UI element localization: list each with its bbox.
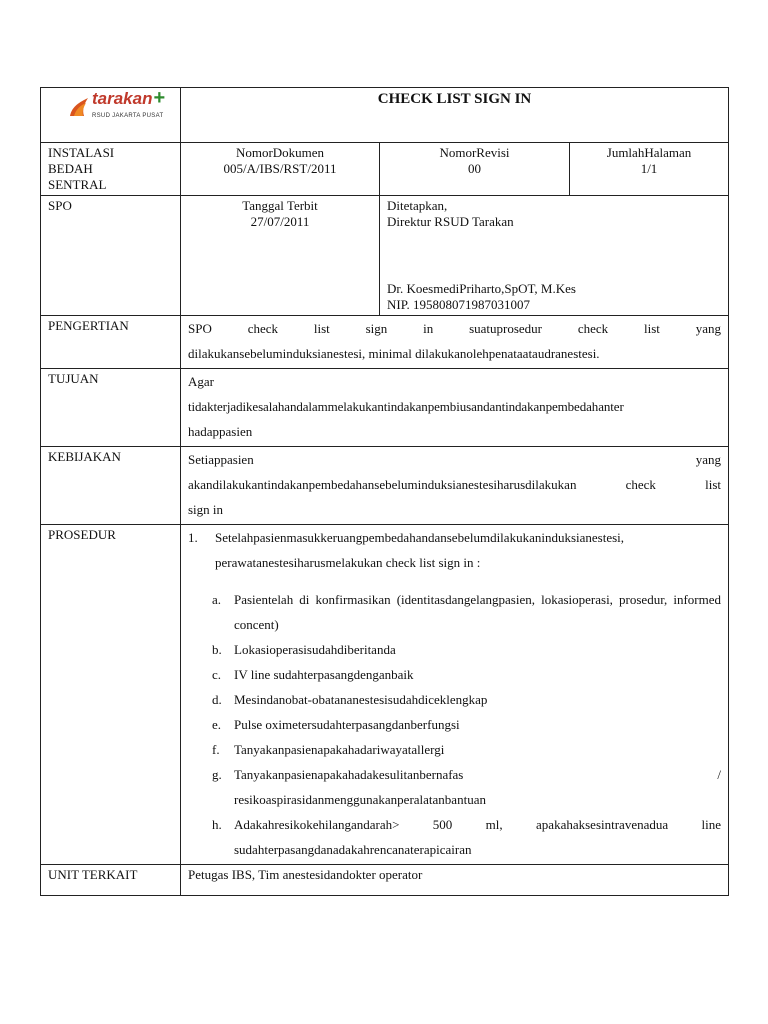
flame-icon [66,94,92,120]
sop-document-table [40,87,729,896]
ditetapkan-label: Ditetapkan, [387,198,448,213]
tujuan-line: Agar [188,374,214,389]
list-item: b. Lokasioperasisudahdiberitanda [212,642,396,657]
direktur-title: Direktur RSUD Tarakan [387,214,514,229]
spo-label: SPO [41,196,181,316]
list-item: c. IV line sudahterpasangdenganbaik [212,667,414,682]
kebijakan-line: Setiappasien yang [188,452,722,467]
prosedur-content [181,525,729,865]
nomor-dokumen-value: 005/A/IBS/RST/2011 [223,161,337,176]
unit-terkait-value: Petugas IBS, Tim anestesidandokter operator [181,865,729,896]
prosedur-label: PROSEDUR [41,525,181,865]
nomor-dokumen-cell [181,143,380,196]
logo-cell [41,88,181,143]
kebijakan-line: sign in [188,502,224,517]
direktur-name: Dr. KoesmediPriharto,SpOT, M.Kes [387,281,576,296]
step-line: perawatanestesiharusmelakukan check list sign in : [215,555,481,570]
list-item: g. Tanyakanpasienapakahadakesulitanbernafas / resikoaspirasidanmenggunakanperalatanbantuan [212,767,722,807]
nomor-revisi-cell [380,143,570,196]
logo-plus: + [153,87,166,109]
list-item: d. Mesindanobat-obatananestesisudahdiceklengkap [212,692,488,707]
step-line: Setelahpasienmasukkeruangpembedahandansebelumdilakukaninduksianestesi, [215,530,625,545]
step-number: 1. [188,530,198,545]
tanggal-terbit-cell [181,196,380,316]
document-title: CHECK LIST SIGN IN [181,88,729,143]
kebijakan-line: akandilakukantindakanpembedahansebeluminduksianestesiharusdilakukan check list [188,477,722,492]
direktur-nip: NIP. 195808071987031007 [387,297,531,312]
instalasi-line: SENTRAL [48,177,107,192]
tujuan-line: hadappasien [188,424,253,439]
instalasi-cell [41,143,181,196]
jumlah-halaman-value: 1/1 [640,161,658,176]
logo-brand: tarakan [92,89,153,108]
tujuan-line: tidakterjadikesalahandalammelakukantindakanpembiusandantindakanpembedahanter [188,399,624,414]
unit-terkait-label: UNIT TERKAIT [41,865,181,896]
instalasi-line: INSTALASI [48,145,115,160]
kebijakan-label: KEBIJAKAN [41,447,181,525]
jumlah-halaman-label: JumlahHalaman [606,145,692,160]
nomor-dokumen-label: NomorDokumen [235,145,325,160]
nomor-revisi-label: NomorRevisi [439,145,510,160]
list-item: h. Adakahresikokehilangandarah> 500 ml, apakahaksesintravenadua line sudahterpasangdanadakahrencanaterapicairan [212,817,722,857]
jumlah-halaman-cell [570,143,729,196]
prosedur-step [188,525,721,550]
pengertian-text [181,316,729,369]
pengertian-line: dilakukansebeluminduksianestesi, minimal dilakukanolehpenataataudranestesi. [188,346,600,361]
tanggal-terbit-value: 27/07/2011 [250,214,310,229]
tujuan-label: TUJUAN [41,369,181,447]
tujuan-text [181,369,729,447]
nomor-revisi-value: 00 [468,161,481,176]
instalasi-line: BEDAH [48,161,93,176]
list-item: e. Pulse oximetersudahterpasangdanberfungsi [212,717,460,732]
list-item: f. Tanyakanpasienapakahadariwayatallergi [212,742,445,757]
ditetapkan-cell [380,196,729,316]
pengertian-line: SPO check list sign in suatuprosedur check list yang [188,321,722,336]
kebijakan-text [181,447,729,525]
tanggal-terbit-label: Tanggal Terbit [242,198,318,213]
pengertian-label: PENGERTIAN [41,316,181,369]
list-item: a. Pasientelah di konfirmasikan (identitasdangelangpasien, lokasioperasi, prosedur, informed concent) [212,592,722,632]
logo-subtitle: RSUD JAKARTA PUSAT [92,113,164,119]
tarakan-logo [41,88,180,124]
checklist-items [212,587,721,862]
